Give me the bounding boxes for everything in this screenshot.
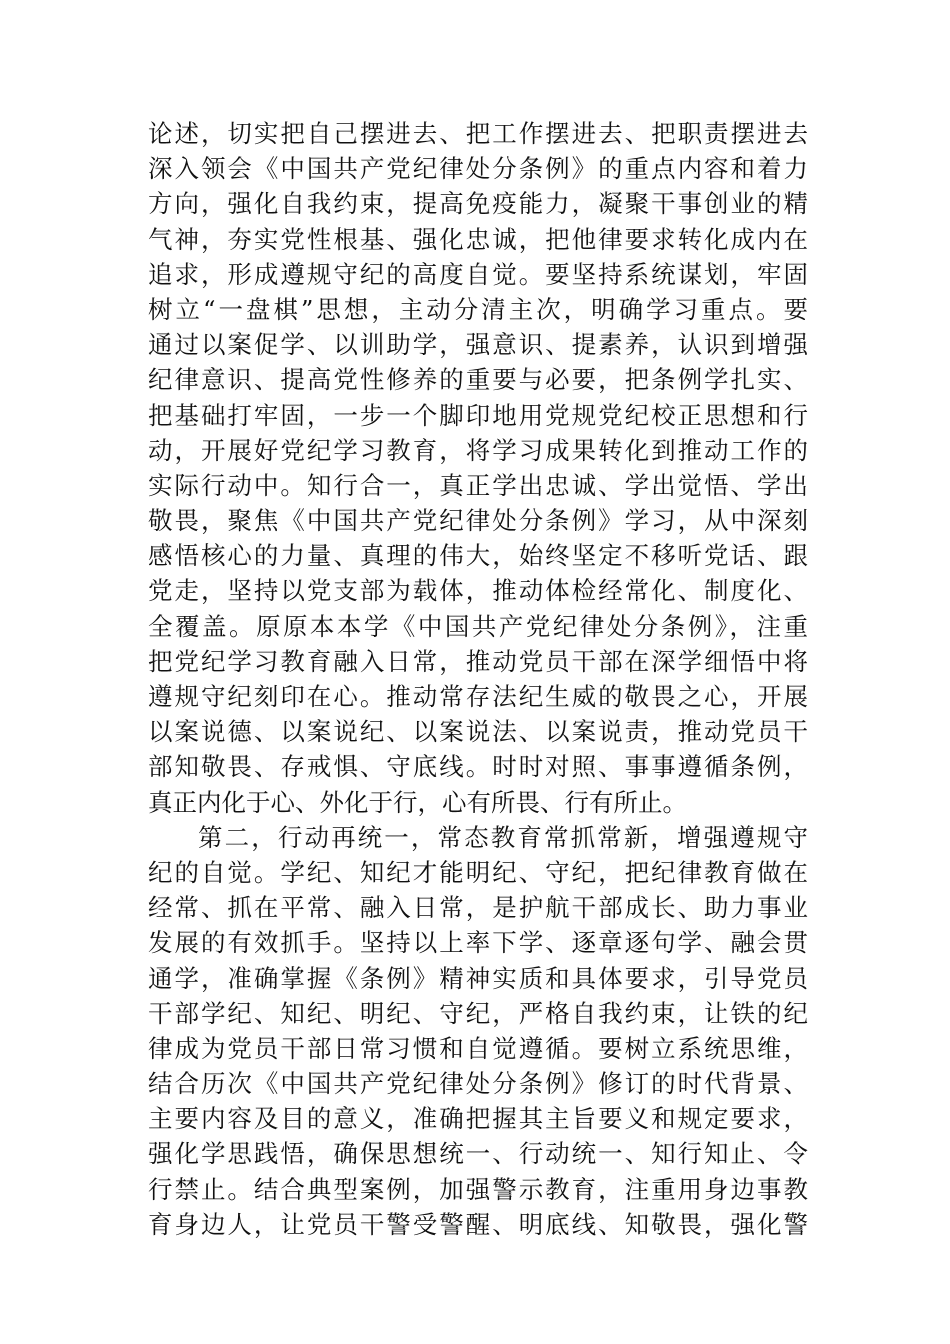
text-line: 经常、抓在平常、融入日常，是护航干部成长、助力事业 <box>148 893 808 923</box>
text-line: 树立“一盘棋”思想，主动分清主次，明确学习重点。要 <box>148 294 808 324</box>
text-line: 方向，强化自我约束，提高免疫能力，凝聚干事创业的精 <box>148 189 808 219</box>
text-line: 感悟核心的力量、真理的伟大，始终坚定不移听党话、跟 <box>148 541 808 571</box>
text-line: 纪的自觉。学纪、知纪才能明纪、守纪，把纪律教育做在 <box>148 857 808 887</box>
text-line: 行禁止。结合典型案例，加强警示教育，注重用身边事教 <box>148 1174 808 1204</box>
text-line: 部知敬畏、存戒惧、守底线。时时对照、事事遵循条例， <box>148 752 808 782</box>
text-line: 以案说德、以案说纪、以案说法、以案说责，推动党员干 <box>148 717 808 747</box>
text-line: 纪律意识、提高党性修养的重要与必要，把条例学扎实、 <box>148 365 808 395</box>
text-line: 通过以案促学、以训助学，强意识、提素养，认识到增强 <box>148 330 808 360</box>
text-line: 实际行动中。知行合一，真正学出忠诚、学出觉悟、学出 <box>148 470 808 500</box>
text-line: 主要内容及目的意义，准确把握其主旨要义和规定要求， <box>148 1104 808 1134</box>
text-line: 干部学纪、知纪、明纪、守纪，严格自我约束，让铁的纪 <box>148 998 808 1028</box>
paragraph-start-line: 第二，行动再统一，常态教育常抓常新，增强遵规守 <box>198 822 808 852</box>
text-line: 动，开展好党纪学习教育，将学习成果转化到推动工作的 <box>148 435 808 465</box>
text-line: 党走，坚持以党支部为载体，推动体检经常化、制度化、 <box>148 576 808 606</box>
text-line: 结合历次《中国共产党纪律处分条例》修订的时代背景、 <box>148 1069 808 1099</box>
text-line: 敬畏，聚焦《中国共产党纪律处分条例》学习，从中深刻 <box>148 506 808 536</box>
text-line: 遵规守纪刻印在心。推动常存法纪生威的敬畏之心，开展 <box>148 682 808 711</box>
text-line: 律成为党员干部日常习惯和自觉遵循。要树立系统思维， <box>148 1033 808 1063</box>
text-line: 把党纪学习教育融入日常，推动党员干部在深学细悟中将 <box>148 646 808 676</box>
text-line: 发展的有效抓手。坚持以上率下学、逐章逐句学、融会贯 <box>148 928 808 958</box>
body-text <box>148 116 808 1242</box>
paragraph-end-line: 真正内化于心、外化于行，心有所畏、行有所止。 <box>148 787 687 817</box>
text-line: 强化学思践悟，确保思想统一、行动统一、知行知止、令 <box>148 1139 808 1169</box>
text-line: 把基础打牢固，一步一个脚印地用党规党纪校正思想和行 <box>148 400 808 430</box>
text-line: 深入领会《中国共产党纪律处分条例》的重点内容和着力 <box>148 154 808 184</box>
text-line: 全覆盖。原原本本学《中国共产党纪律处分条例》，注重 <box>148 611 808 641</box>
text-line: 育身边人，让党员干警受警醒、明底线、知敬畏，强化警 <box>148 1209 808 1239</box>
text-line: 气神，夯实党性根基、强化忠诚，把他律要求转化成内在 <box>148 224 808 254</box>
text-line: 追求，形成遵规守纪的高度自觉。要坚持系统谋划，牢固 <box>148 259 808 289</box>
text-line: 通学，准确掌握《条例》精神实质和具体要求，引导党员 <box>148 963 808 993</box>
text-line: 论述，切实把自己摆进去、把工作摆进去、把职责摆进去 <box>148 119 808 148</box>
